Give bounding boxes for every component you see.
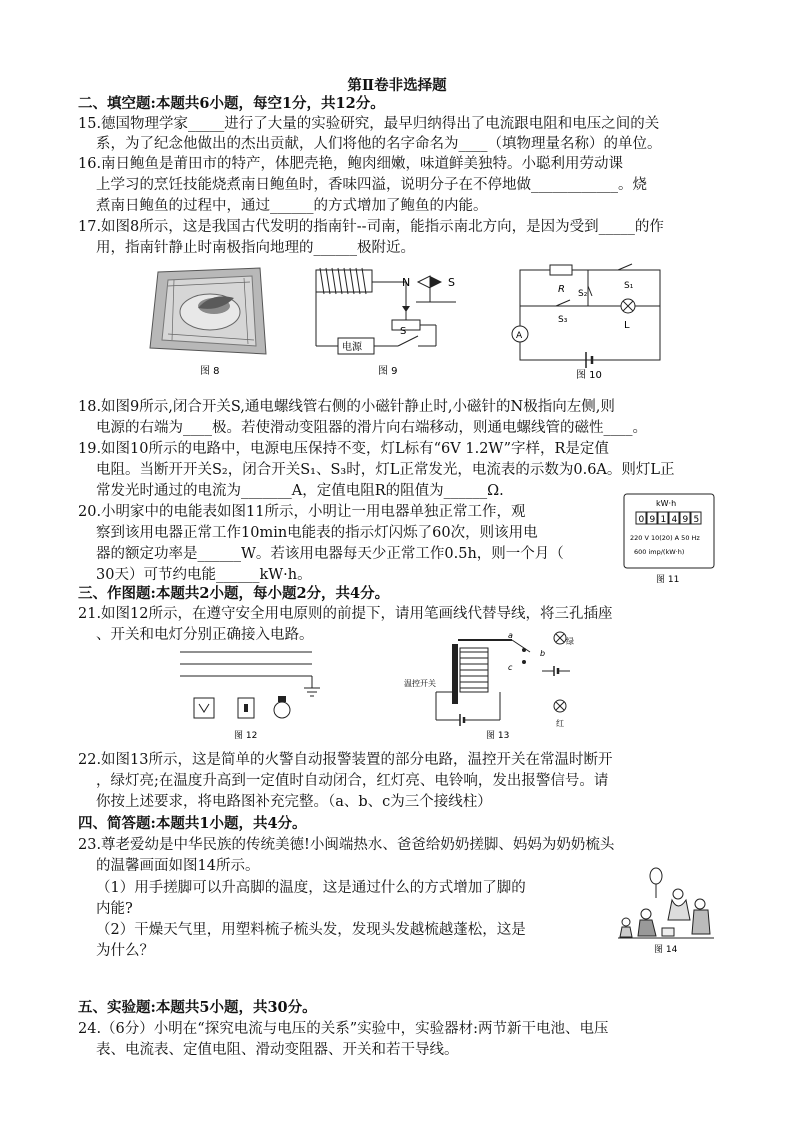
figure-14-caption: 图 14 (654, 945, 678, 955)
fig13-b-label: b (540, 649, 546, 658)
q22-line2: ，绿灯亮;在温度升高到一定值时自动闭合，红灯亮、电铃响，发出报警信号。请 (96, 773, 609, 789)
q22-line3: 你按上述要求，将电路图补充完整。（a、b、c为三个接线柱） (96, 794, 492, 810)
fig13-green-label: 绿 (566, 637, 574, 646)
fig9-switch-label: S (400, 326, 407, 337)
fig11-digit: 4 (671, 515, 678, 525)
short-answer-header: 四、简答题:本题共1小题，共4分。 (78, 815, 307, 832)
fig11-imp: 600 imp/(kW·h) (634, 548, 685, 556)
q19-line2: 电阻。当断开开关S₂，闭合开关S₁、S₃时，灯L正常发光，电流表的示数为0.6A。则灯L正 (96, 462, 675, 478)
fig13-red-label: 红 (556, 719, 564, 728)
q21-line2: 、开关和电灯分别正确接入电路。 (96, 627, 314, 643)
q15-line2: 系，为了纪念他做出的杰出贡献，人们将他的名字命名为____（填物理量名称）的单位。 (96, 136, 662, 152)
q22-line1: 22.如图13所示，这是简单的火警自动报警装置的部分电路，温控开关在常温时断开 (78, 752, 613, 768)
q23-line3: （1）用手搓脚可以升高脚的温度，这是通过什么的方式增加了脚的 (96, 880, 526, 896)
q24-line1: 24.（6分）小明在“探究电流与电压的关系”实验中，实验器材:两节新干电池、电压 (78, 1021, 609, 1037)
figure-9-caption: 图 9 (378, 366, 398, 377)
figure-13-caption: 图 13 (486, 731, 510, 741)
fig11-unit: kW·h (656, 499, 677, 508)
fig11-digit: 9 (682, 515, 689, 525)
fig10-r-label: R (558, 284, 565, 295)
fig11-digit: 1 (660, 515, 667, 525)
fig13-a-label: a (508, 631, 513, 640)
q19-line1: 19.如图10所示的电路中，电源电压保持不变，灯L标有“6V 1.2W”字样，R是定值 (78, 441, 609, 457)
fig10-s1-label: S₁ (624, 281, 634, 291)
figure-12-household-wiring (172, 644, 332, 744)
q16-line1: 16.南日鲍鱼是莆田市的特产，体肥壳艳，鲍肉细嫩，味道鲜美独特。小聪利用劳动课 (78, 156, 624, 172)
q21-line1: 21.如图12所示，在遵守安全用电原则的前提下，请用笔画线代替导线，将三孔插座 (78, 606, 613, 622)
q23-line2: 的温馨画面如图14所示。 (96, 858, 260, 874)
figure-13-fire-alarm-circuit (400, 630, 590, 744)
q20-line3: 器的额定功率是______W。若该用电器每天少正常工作0.5h，则一个月（ (96, 546, 564, 562)
figure-14-family-scene (616, 864, 716, 956)
fig9-n-label: N (402, 276, 411, 289)
figure-10-circuit (508, 262, 668, 382)
q16-line3: 煮南日鲍鱼的过程中，通过______的方式增加了鲍鱼的内能。 (96, 198, 488, 214)
q23-line1: 23.尊老爱幼是中华民族的传统美德!小闽端热水、爸爸给奶奶搓脚、妈妈为奶奶梳头 (78, 837, 615, 853)
fig10-ammeter-label: A (516, 331, 523, 341)
figure-8-compass (138, 262, 278, 382)
q23-line6: 为什么？ (96, 943, 154, 959)
fig11-digit: 0 (638, 515, 645, 525)
figure-11-caption: 图 11 (656, 575, 680, 585)
fig13-switch-label: 温控开关 (404, 679, 436, 688)
fig11-digit: 9 (649, 515, 656, 525)
q24-line2: 表、电流表、定值电阻、滑动变阻器、开关和若干导线。 (96, 1042, 459, 1058)
figure-8-caption: 图 8 (200, 366, 220, 377)
fill-in-header: 二、填空题:本题共6小题，每空1分，共12分。 (78, 95, 385, 112)
fig9-s-label: S (448, 276, 455, 289)
q16-line2: 上学习的烹饪技能烧煮南日鲍鱼时，香味四溢，说明分子在不停地做____________。烧 (96, 177, 647, 193)
q23-line5: （2）干燥天气里，用塑料梳子梳头发，发现头发越梳越蓬松，这是 (96, 922, 526, 938)
fig13-c-label: c (508, 663, 513, 672)
figure-9-solenoid-circuit (306, 262, 476, 382)
q19-line3: 常发光时通过的电流为_______A，定值电阻R的阻值为______Ω. (96, 483, 504, 499)
experiment-header: 五、实验题:本题共5小题，共30分。 (78, 999, 317, 1016)
q15-line1: 15.德国物理学家_____进行了大量的实验研究，最早归纳得出了电流跟电阻和电压之间的关 (78, 116, 660, 132)
fig11-rating: 220 V 10(20) A 50 Hz (630, 534, 700, 542)
q20-line1: 20.小明家中的电能表如图11所示，小明让一用电器单独正常工作，观 (78, 504, 526, 520)
section-title: 第Ⅱ卷非选择题 (347, 77, 447, 94)
q20-line4: 30天）可节约电能______kW·h。 (96, 567, 312, 583)
q23-line4: 内能? (96, 901, 133, 917)
q18-line1: 18.如图9所示,闭合开关S,通电螺线管右侧的小磁针静止时,小磁针的N极指向左侧,则 (78, 399, 615, 415)
fig10-l-label: L (624, 320, 630, 331)
fig10-s3-label: S₃ (558, 315, 568, 325)
fig10-s2-label: S₂ (578, 289, 588, 299)
figure-10-caption: 图 10 (576, 370, 602, 381)
fig11-digit: 5 (693, 515, 700, 525)
q20-line2: 察到该用电器正常工作10min电能表的指示灯闪烁了60次，则该用电 (96, 525, 538, 541)
figure-11-energy-meter (620, 492, 720, 588)
q17-line1: 17.如图8所示，这是我国古代发明的指南针--司南，能指示南北方向，是因为受到_____的作 (78, 219, 664, 235)
figure-12-caption: 图 12 (234, 731, 258, 741)
drawing-header: 三、作图题:本题共2小题，每小题2分，共4分。 (78, 585, 390, 602)
fig9-power-label: 电源 (342, 342, 362, 353)
fig11-digit-row (636, 512, 701, 525)
q18-line2: 电源的右端为____极。若使滑动变阻器的滑片向右端移动，则通电螺线管的磁性____。 (96, 420, 647, 436)
q17-line2: 用，指南针静止时南极指向地理的______极附近。 (96, 240, 415, 256)
